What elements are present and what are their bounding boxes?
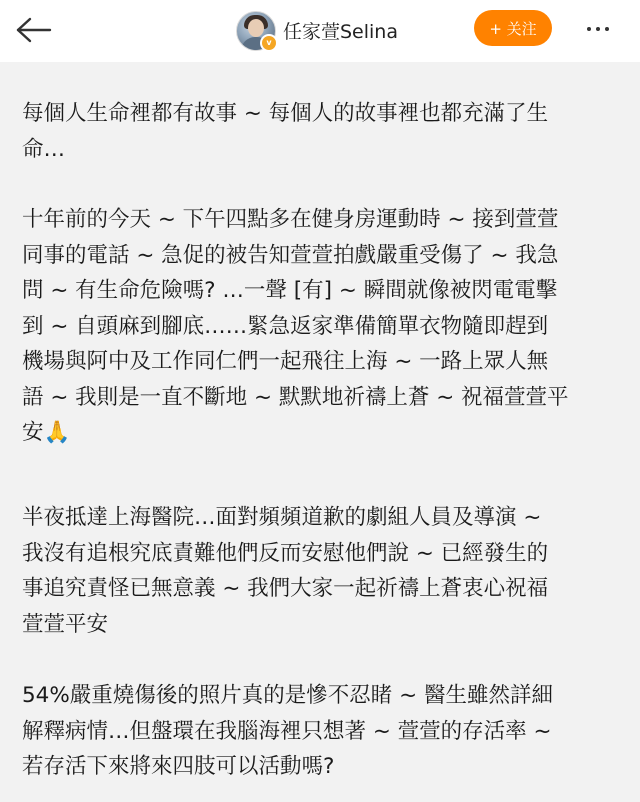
text-line: 54%嚴重燒傷後的照片真的是慘不忍睹 ~ 醫生雖然詳細	[22, 683, 553, 708]
text-line: 語 ~ 我則是一直不斷地 ~ 默默地祈禱上蒼 ~ 祝福萱萱平	[22, 384, 569, 410]
verified-badge-icon: v	[260, 34, 278, 52]
more-dot	[605, 27, 609, 31]
text-line: 每個人生命裡都有故事 ~ 每個人的故事裡也都充滿了生	[22, 101, 549, 126]
text-line: 若存活下來將來四肢可以活動嗎?	[22, 754, 335, 779]
avatar[interactable]	[236, 11, 276, 51]
text-line: 事追究責怪已無意義 ~ 我們大家一起祈禱上蒼衷心祝福	[22, 576, 549, 601]
top-bar	[0, 0, 640, 62]
text-line: 半夜抵達上海醫院…面對頻頻道歉的劇組人員及導演 ~	[22, 505, 542, 530]
text-line: 命…	[22, 136, 66, 162]
post-content	[0, 62, 640, 802]
more-dot	[596, 27, 600, 31]
text-line: 到 ~ 自頭麻到腳底……緊急返家準備簡單衣物隨即趕到	[22, 313, 549, 339]
follow-button[interactable]: + 关注	[474, 10, 552, 46]
more-options-button[interactable]	[578, 14, 618, 44]
back-arrow-icon	[14, 15, 54, 45]
post-paragraph-1	[22, 96, 622, 167]
text-line: 十年前的今天 ~ 下午四點多在健身房運動時 ~ 接到萱萱	[22, 207, 559, 232]
text-line: 我沒有追根究底責難他們反而安慰他們說 ~ 已經發生的	[22, 540, 549, 566]
post-paragraph-2	[22, 202, 622, 451]
text-line: 機場與阿中及工作同仁們一起飛往上海 ~ 一路上眾人無	[22, 349, 549, 374]
post-paragraph-4	[22, 678, 622, 785]
text-line: 安🙏	[22, 420, 71, 445]
more-dots-icon	[587, 27, 591, 31]
username[interactable]: 任家萱Selina	[283, 21, 398, 43]
back-button[interactable]	[12, 10, 56, 50]
text-line: 同事的電話 ~ 急促的被告知萱萱拍戲嚴重受傷了 ~ 我急	[22, 242, 559, 268]
text-line: 解釋病情…但盤環在我腦海裡只想著 ~ 萱萱的存活率 ~	[22, 718, 552, 744]
text-line: 問 ~ 有生命危險嗎? …一聲 [有] ~ 瞬間就像被閃電電擊	[22, 278, 558, 303]
post-paragraph-3	[22, 500, 622, 642]
text-line: 萱萱平安	[22, 611, 109, 637]
